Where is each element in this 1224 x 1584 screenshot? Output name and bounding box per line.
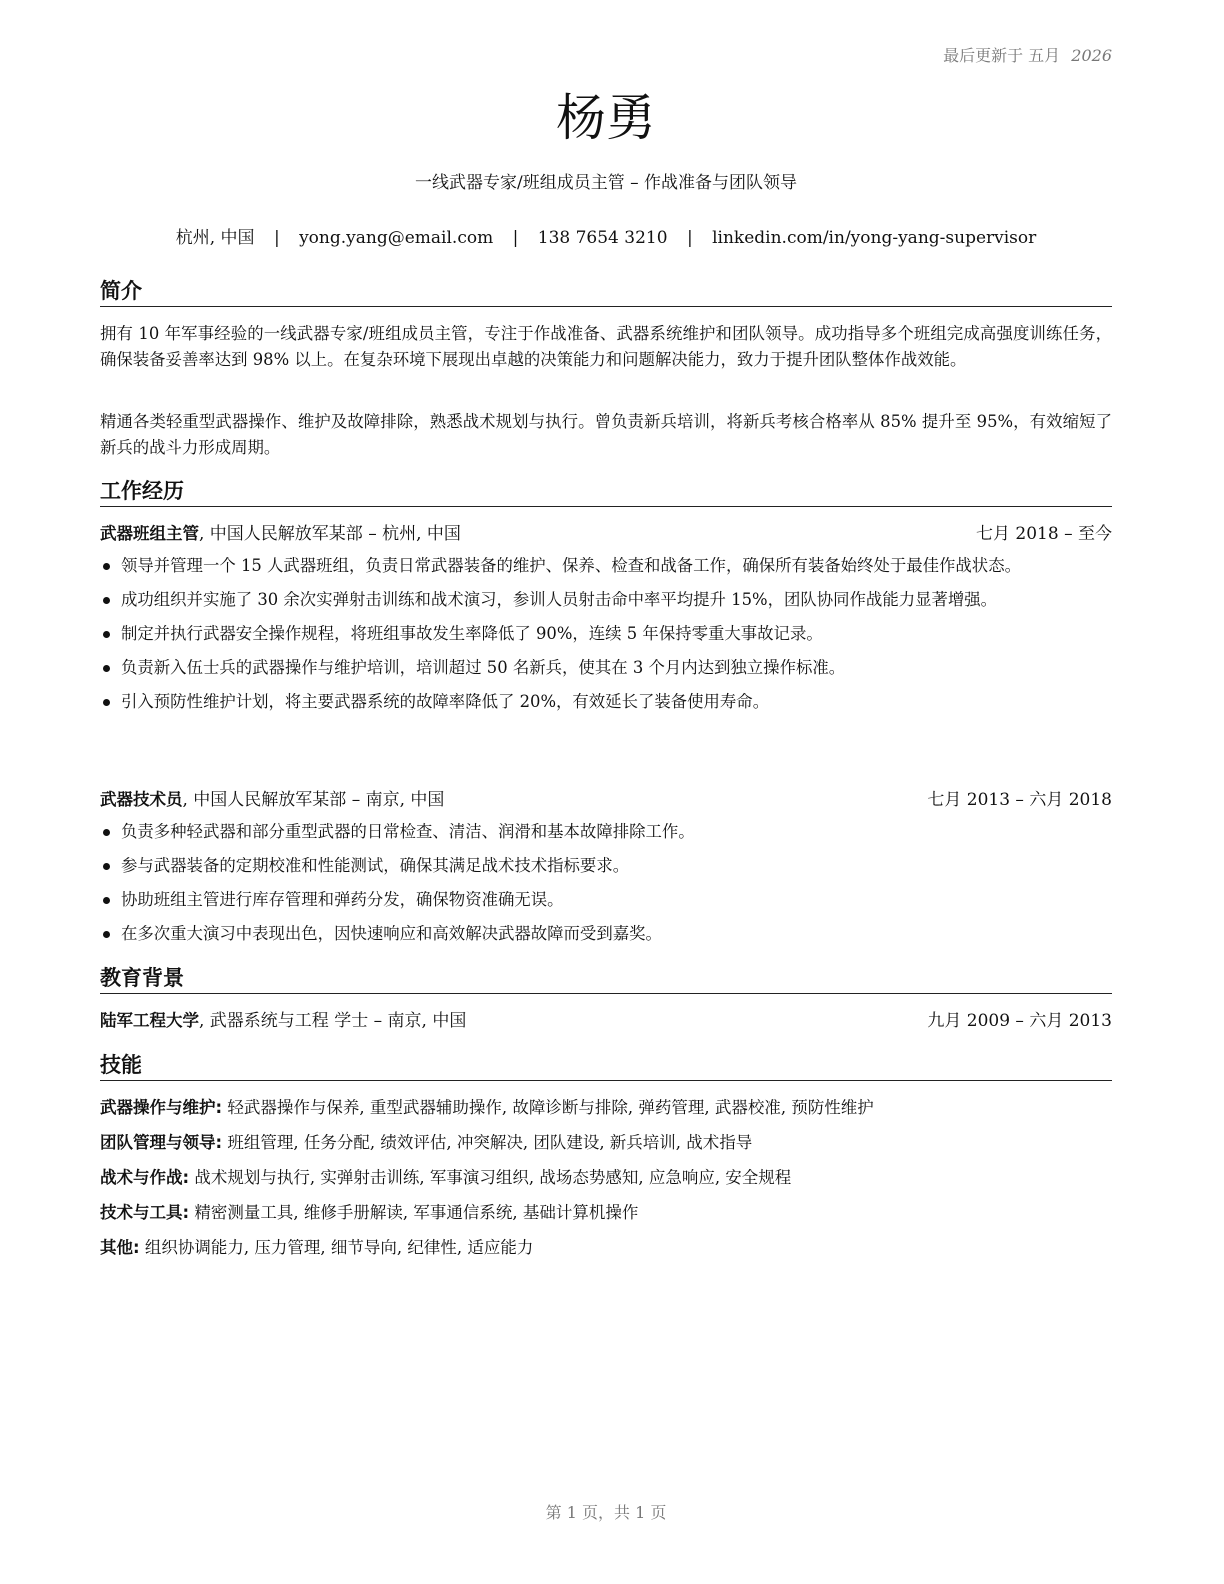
job-bullets: [100, 819, 1112, 955]
contact-separator: |: [512, 228, 519, 248]
skill-list: 精密测量工具, 维修手册解读, 军事通信系统, 基础计算机操作: [194, 1203, 639, 1222]
list-item: 制定并执行武器安全操作规程，将班组事故发生率降低了 90%，连续 5 年保持零重大事故记录。: [100, 621, 1112, 647]
contact-location: 杭州, 中国: [175, 228, 255, 248]
last-updated-label: 最后更新于: [943, 46, 1024, 65]
job-org: , 中国人民解放军某部 – 杭州, 中国: [199, 524, 461, 544]
job-header: [100, 787, 1112, 813]
bullet-icon: [103, 597, 110, 604]
skill-category: 其他:: [100, 1238, 140, 1257]
skill-line: [100, 1200, 1112, 1226]
section-title-skills: 技能: [100, 1051, 1112, 1081]
job-bullets: [100, 553, 1112, 723]
contact-line: [100, 225, 1112, 251]
list-item: 参与武器装备的定期校准和性能测试，确保其满足战术技术指标要求。: [100, 853, 1112, 879]
bullet-icon: [103, 699, 110, 706]
skill-list: 班组管理, 任务分配, 绩效评估, 冲突解决, 团队建设, 新兵培训, 战术指导: [227, 1133, 753, 1152]
job-role: 武器技术员: [100, 790, 183, 809]
bullet-icon: [103, 829, 110, 836]
bullet-icon: [103, 863, 110, 870]
skill-line: [100, 1095, 1112, 1121]
bullet-icon: [103, 665, 110, 672]
list-item: 负责多种轻武器和部分重型武器的日常检查、清洁、润滑和基本故障排除工作。: [100, 819, 1112, 845]
skill-line: [100, 1130, 1112, 1156]
skill-list: 组织协调能力, 压力管理, 细节导向, 纪律性, 适应能力: [144, 1238, 534, 1257]
list-item: 在多次重大演习中表现出色，因快速响应和高效解决武器故障而受到嘉奖。: [100, 921, 1112, 947]
skill-category: 团队管理与领导:: [100, 1133, 223, 1152]
contact-separator: |: [686, 228, 693, 248]
bullet-icon: [103, 631, 110, 638]
list-item: 成功组织并实施了 30 余次实弹射击训练和战术演习，参训人员射击命中率平均提升 15%，团队协同作战能力显著增强。: [100, 587, 1112, 613]
skill-line: [100, 1235, 1112, 1261]
job-title-line: [100, 521, 461, 547]
bullet-icon: [103, 897, 110, 904]
education-line: [100, 1008, 466, 1034]
skill-list: 轻武器操作与保养, 重型武器辅助操作, 故障诊断与排除, 弹药管理, 武器校准, 预防性维护: [227, 1098, 874, 1117]
page-number: 第 1 页，共 1 页: [545, 1503, 667, 1522]
skill-category: 技术与工具:: [100, 1203, 190, 1222]
skill-line: [100, 1165, 1112, 1191]
job-header: [100, 521, 1112, 547]
bullet-icon: [103, 931, 110, 938]
last-updated-month: 五月: [1028, 46, 1061, 65]
job-dates: 七月 2013 – 六月 2018: [927, 790, 1112, 810]
last-updated: [943, 46, 1112, 66]
education-dates: 九月 2009 – 六月 2013: [927, 1011, 1112, 1031]
section-title-education: 教育背景: [100, 964, 1112, 994]
summary-paragraph: 拥有 10 年军事经验的一线武器专家/班组成员主管，专注于作战准备、武器系统维护和团队领导。成功指导多个班组完成高强度训练任务，确保装备妥善率达到 98% 以上。在复杂环境下展现出卓越的决策能力和问题解决能力，致力于提升团队整体作战效能。: [100, 324, 1112, 369]
education-school: 陆军工程大学: [100, 1011, 199, 1030]
skill-category: 战术与作战:: [100, 1168, 190, 1187]
skill-list: 战术规划与执行, 实弹射击训练, 军事演习组织, 战场态势感知, 应急响应, 安全规程: [194, 1168, 792, 1187]
contact-linkedin[interactable]: linkedin.com/in/yong-yang-supervisor: [712, 228, 1037, 248]
job-role: 武器班组主管: [100, 524, 199, 543]
job-org: , 中国人民解放军某部 – 南京, 中国: [182, 790, 445, 810]
list-item: 引入预防性维护计划，将主要武器系统的故障率降低了 20%，有效延长了装备使用寿命。: [100, 689, 1112, 715]
last-updated-year: 2026: [1071, 46, 1112, 65]
contact-email[interactable]: yong.yang@email.com: [299, 228, 494, 248]
education-entry: [100, 1008, 1112, 1034]
bullet-icon: [103, 563, 110, 570]
job-title-line: [100, 787, 444, 813]
resume-page: [100, 0, 1112, 1584]
list-item: 协助班组主管进行库存管理和弹药分发，确保物资准确无误。: [100, 887, 1112, 913]
education-detail: , 武器系统与工程 学士 – 南京, 中国: [199, 1011, 467, 1031]
skill-category: 武器操作与维护:: [100, 1098, 223, 1117]
candidate-name: 杨勇: [556, 89, 656, 147]
summary-paragraph: 精通各类轻重型武器操作、维护及故障排除，熟悉战术规划与执行。曾负责新兵培训，将新兵考核合格率从 85% 提升至 95%，有效缩短了新兵的战斗力形成周期。: [100, 412, 1112, 457]
contact-separator: |: [273, 228, 280, 248]
job-dates: 七月 2018 – 至今: [976, 524, 1112, 544]
list-item: 负责新入伍士兵的武器操作与维护培训，培训超过 50 名新兵，使其在 3 个月内达到独立操作标准。: [100, 655, 1112, 681]
list-item: 领导并管理一个 15 人武器班组，负责日常武器装备的维护、保养、检查和战备工作，确保所有装备始终处于最佳作战状态。: [100, 553, 1112, 579]
contact-phone: 138 7654 3210: [537, 228, 668, 248]
section-title-experience: 工作经历: [100, 477, 1112, 507]
headline: 一线武器专家/班组成员主管 – 作战准备与团队领导: [414, 173, 798, 193]
section-title-summary: 简介: [100, 277, 1112, 307]
